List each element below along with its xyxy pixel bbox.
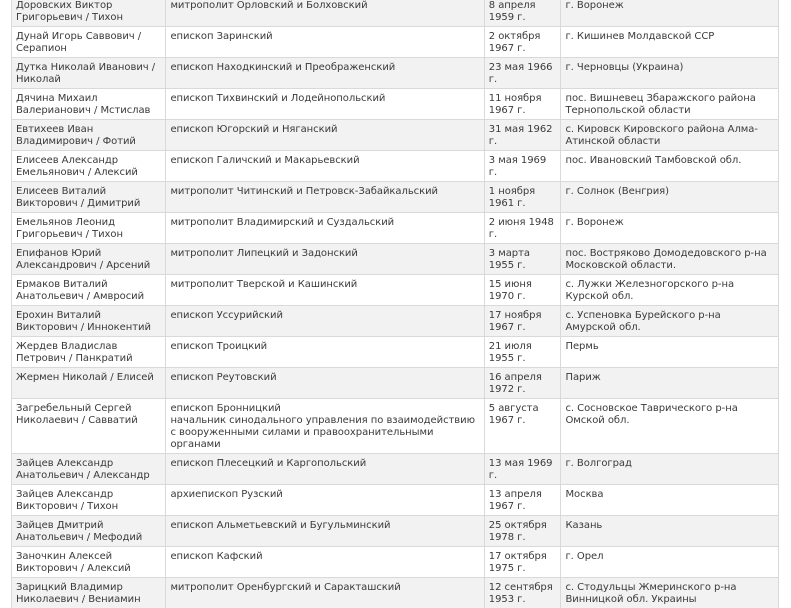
position-line: митрополит Владимирский и Суздальский	[170, 217, 479, 229]
name-cell: Дунай Игорь Саввович / Серапион	[12, 27, 166, 58]
table-row	[12, 89, 779, 120]
birth-date-cell: 3 мая 1969 г.	[484, 151, 561, 182]
position-line: епископ Уссурийский	[170, 310, 479, 322]
table-row	[12, 182, 779, 213]
position-cell	[166, 547, 484, 578]
table-row	[12, 337, 779, 368]
name-cell: Дутка Николай Иванович / Николай	[12, 58, 166, 89]
position-cell	[166, 485, 484, 516]
birth-date-cell: 17 ноября 1967 г.	[484, 306, 561, 337]
birth-date-cell: 2 июня 1948 г.	[484, 213, 561, 244]
table-row	[12, 399, 779, 454]
birth-date-cell: 21 июля 1955 г.	[484, 337, 561, 368]
name-cell: Доровских Виктор Григорьевич / Тихон	[12, 0, 166, 27]
position-cell	[166, 120, 484, 151]
birth-place-cell: с. Лужки Железногорского р-на Курской обл.	[561, 275, 779, 306]
position-cell	[166, 89, 484, 120]
table-row	[12, 151, 779, 182]
name-cell: Ермаков Виталий Анатольевич / Амвросий	[12, 275, 166, 306]
position-cell	[166, 151, 484, 182]
birth-place-cell: с. Стодульцы Жмеринского р-на Винницкой обл. Украины	[561, 578, 779, 608]
position-line: митрополит Читинский и Петровск-Забайкальский	[170, 186, 479, 198]
table-row	[12, 58, 779, 89]
position-cell	[166, 516, 484, 547]
birth-date-cell: 13 апреля 1967 г.	[484, 485, 561, 516]
birth-place-cell: Париж	[561, 368, 779, 399]
birth-place-cell: с. Кировск Кировского района Алма-Атинской области	[561, 120, 779, 151]
position-cell	[166, 27, 484, 58]
birth-date-cell: 17 октября 1975 г.	[484, 547, 561, 578]
name-cell: Жердев Владислав Петрович / Панкратий	[12, 337, 166, 368]
position-cell	[166, 368, 484, 399]
name-cell: Жермен Николай / Елисей	[12, 368, 166, 399]
birth-date-cell: 16 апреля 1972 г.	[484, 368, 561, 399]
position-cell	[166, 213, 484, 244]
position-line: начальник синодального управления по взаимодействию с вооруженными силами и правоохранительными органами	[170, 415, 479, 451]
table-row	[12, 516, 779, 547]
birth-date-cell: 8 апреля 1959 г.	[484, 0, 561, 27]
position-cell	[166, 244, 484, 275]
table-row	[12, 27, 779, 58]
position-line: митрополит Орловский и Болховский	[170, 0, 479, 12]
table-row	[12, 578, 779, 608]
position-line: епископ Бронницкий	[170, 403, 479, 415]
position-cell	[166, 454, 484, 485]
birth-place-cell: г. Черновцы (Украина)	[561, 58, 779, 89]
table-row	[12, 454, 779, 485]
position-cell	[166, 306, 484, 337]
position-cell	[166, 337, 484, 368]
birth-date-cell: 12 сентября 1953 г.	[484, 578, 561, 608]
table-row	[12, 244, 779, 275]
position-line: митрополит Липецкий и Задонский	[170, 248, 479, 260]
position-line: митрополит Тверской и Кашинский	[170, 279, 479, 291]
table-row	[12, 306, 779, 337]
birth-place-cell: пос. Востряково Домодедовского р-на Московской области.	[561, 244, 779, 275]
position-line: епископ Плесецкий и Каргопольский	[170, 458, 479, 470]
birth-date-cell: 1 ноября 1961 г.	[484, 182, 561, 213]
position-line: епископ Югорский и Няганский	[170, 124, 479, 136]
table-row	[12, 368, 779, 399]
birth-place-cell: Пермь	[561, 337, 779, 368]
position-line: епископ Альметьевский и Бугульминский	[170, 520, 479, 532]
birth-place-cell: Казань	[561, 516, 779, 547]
birth-place-cell: с. Сосновское Таврического р-на Омской обл.	[561, 399, 779, 454]
birth-place-cell: г. Воронеж	[561, 0, 779, 27]
bishops-table	[11, 0, 779, 608]
position-cell	[166, 182, 484, 213]
birth-place-cell: г. Орел	[561, 547, 779, 578]
birth-date-cell: 3 марта 1955 г.	[484, 244, 561, 275]
birth-place-cell: г. Кишинев Молдавской ССР	[561, 27, 779, 58]
position-line: архиепископ Рузский	[170, 489, 479, 501]
birth-date-cell: 23 мая 1966 г.	[484, 58, 561, 89]
name-cell: Зарицкий Владимир Николаевич / Вениамин	[12, 578, 166, 608]
position-line: епископ Реутовский	[170, 372, 479, 384]
position-line: епископ Галичский и Макарьевский	[170, 155, 479, 167]
position-cell	[166, 578, 484, 608]
table-row	[12, 275, 779, 306]
birth-date-cell: 13 мая 1969 г.	[484, 454, 561, 485]
name-cell: Емельянов Леонид Григорьевич / Тихон	[12, 213, 166, 244]
position-line: епископ Заринский	[170, 31, 479, 43]
name-cell: Евтихеев Иван Владимирович / Фотий	[12, 120, 166, 151]
position-cell	[166, 0, 484, 27]
birth-place-cell: с. Успеновка Бурейского р-на Амурской обл.	[561, 306, 779, 337]
table-row	[12, 485, 779, 516]
birth-place-cell: г. Воронеж	[561, 213, 779, 244]
position-line: епископ Тихвинский и Лодейнопольский	[170, 93, 479, 105]
name-cell: Епифанов Юрий Александрович / Арсений	[12, 244, 166, 275]
birth-date-cell: 25 октября 1978 г.	[484, 516, 561, 547]
position-line: епископ Находкинский и Преображенский	[170, 62, 479, 74]
name-cell: Загребельный Сергей Николаевич / Савватий	[12, 399, 166, 454]
name-cell: Заночкин Алексей Викторович / Алексий	[12, 547, 166, 578]
birth-date-cell: 31 мая 1962 г.	[484, 120, 561, 151]
birth-date-cell: 15 июня 1970 г.	[484, 275, 561, 306]
name-cell: Елисеев Виталий Викторович / Димитрий	[12, 182, 166, 213]
table-row	[12, 213, 779, 244]
position-line: епископ Троицкий	[170, 341, 479, 353]
name-cell: Зайцев Александр Анатольевич / Александр	[12, 454, 166, 485]
name-cell: Зайцев Дмитрий Анатольевич / Мефодий	[12, 516, 166, 547]
birth-place-cell: г. Солнок (Венгрия)	[561, 182, 779, 213]
birth-date-cell: 5 августа 1967 г.	[484, 399, 561, 454]
table-row	[12, 120, 779, 151]
name-cell: Зайцев Александр Викторович / Тихон	[12, 485, 166, 516]
position-cell	[166, 58, 484, 89]
table-row	[12, 0, 779, 27]
birth-place-cell: пос. Вишневец Збаражского района Тернопольской области	[561, 89, 779, 120]
birth-place-cell: Москва	[561, 485, 779, 516]
birth-place-cell: г. Волгоград	[561, 454, 779, 485]
position-cell	[166, 275, 484, 306]
position-line: митрополит Оренбургский и Саракташский	[170, 582, 479, 594]
position-cell	[166, 399, 484, 454]
name-cell: Ерохин Виталий Викторович / Иннокентий	[12, 306, 166, 337]
table-body	[12, 0, 779, 608]
name-cell: Дячина Михаил Валерианович / Мстислав	[12, 89, 166, 120]
name-cell: Елисеев Александр Емельянович / Алексий	[12, 151, 166, 182]
birth-place-cell: пос. Ивановский Тамбовской обл.	[561, 151, 779, 182]
position-line: епископ Кафский	[170, 551, 479, 563]
birth-date-cell: 2 октября 1967 г.	[484, 27, 561, 58]
birth-date-cell: 11 ноября 1967 г.	[484, 89, 561, 120]
table-row	[12, 547, 779, 578]
